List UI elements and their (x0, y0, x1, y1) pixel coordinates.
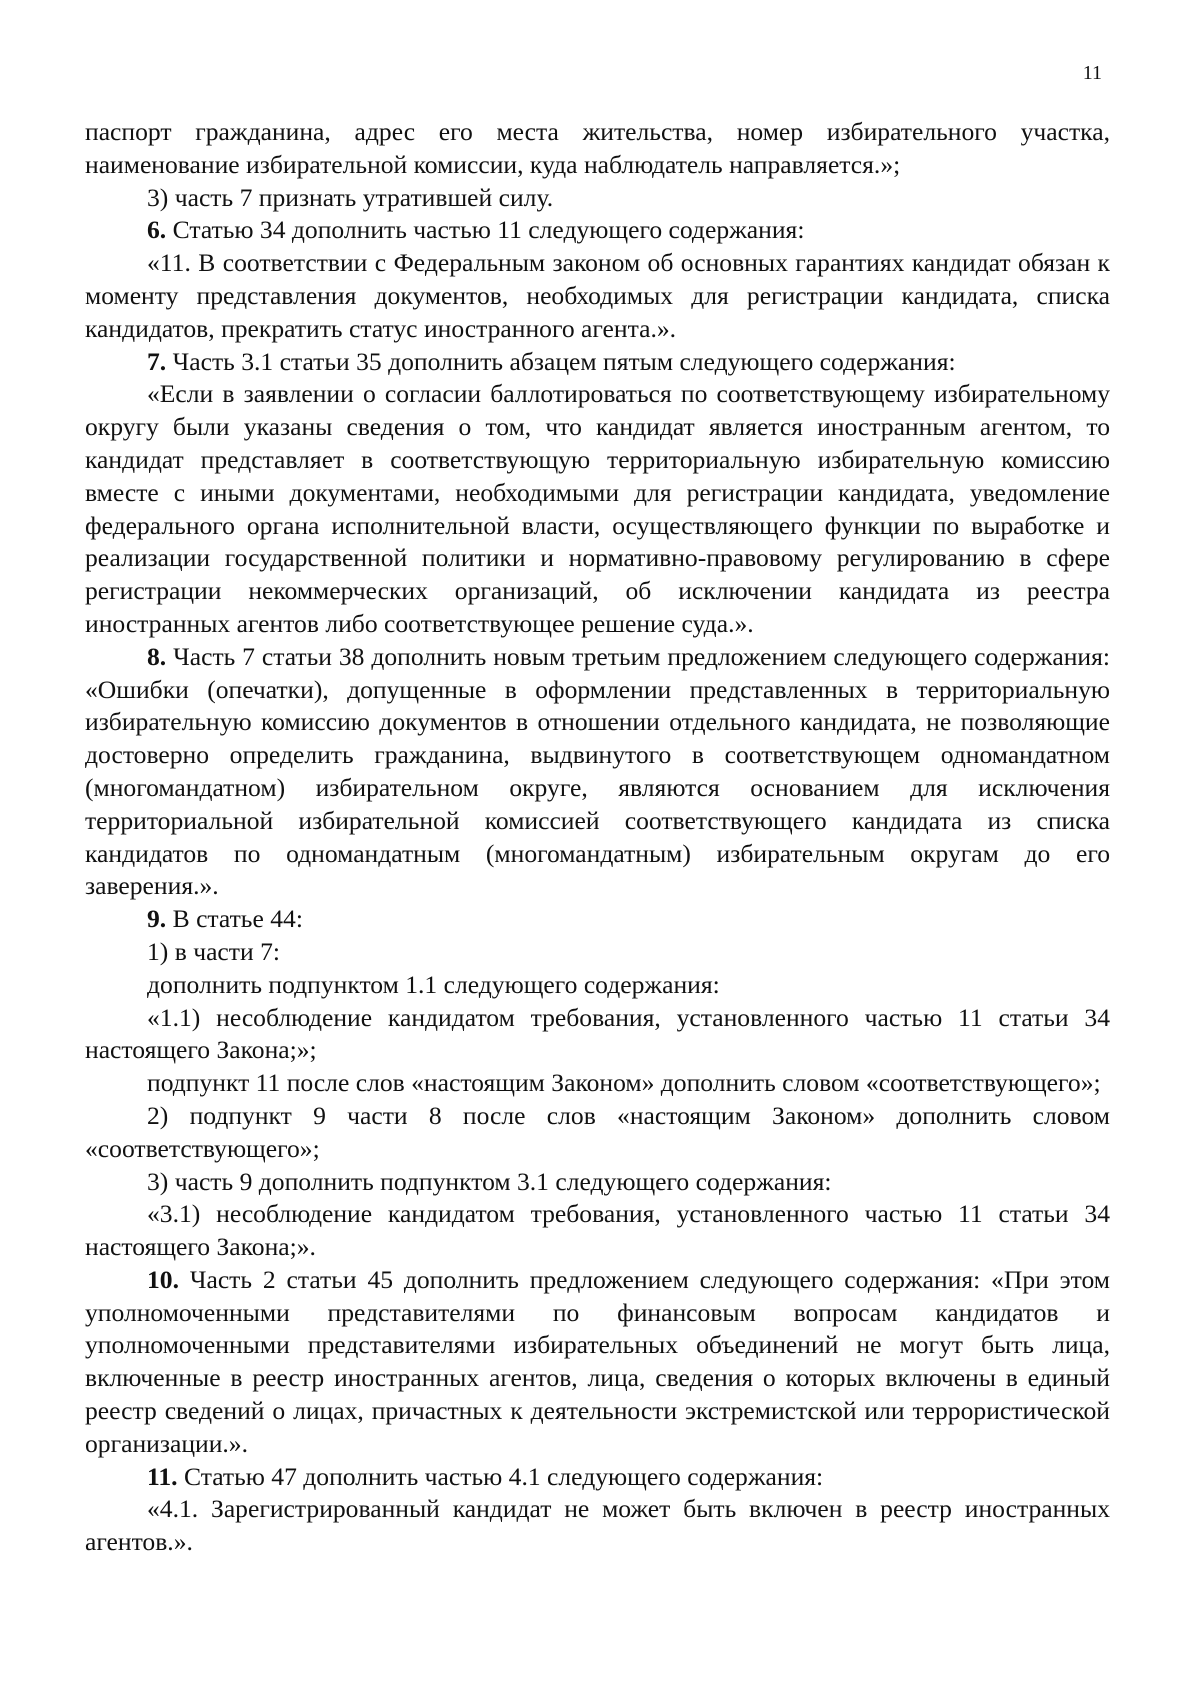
paragraph-11 (85, 1002, 1110, 1068)
paragraph-text: В статье 44: (166, 904, 303, 934)
paragraph-text: дополнить подпунктом 1.1 следующего содержания: (147, 969, 720, 999)
paragraph-2 (85, 182, 1110, 215)
paragraph-5 (85, 346, 1110, 379)
item-number: 6. (147, 215, 167, 245)
item-number: 9. (147, 904, 167, 934)
paragraph-text: Часть 2 статьи 45 дополнить предложением следующего содержания: «При этом уполномоченными представителями по финансовым вопросам кандидатов и уполномоченными представителями избирательных объединений не могут быть лица, включенные в реестр иностранных агентов, лица, сведения о которых включены в единый реестр сведений о лицах, причастных к деятельности экстремистской или террористической организации.». (85, 1264, 1110, 1458)
paragraph-text: 2) подпункт 9 части 8 после слов «настоящим Законом» дополнить словом «соответствующего»; (85, 1100, 1110, 1163)
paragraph-text: 3) часть 7 признать утратившей силу. (147, 182, 554, 212)
paragraph-10 (85, 969, 1110, 1002)
paragraph-17 (85, 1461, 1110, 1494)
paragraph-text: подпункт 11 после слов «настоящим Законом» дополнить словом «соответствующего»; (147, 1068, 1101, 1098)
paragraph-text: Часть 7 статьи 38 дополнить новым третьим предложением следующего содержания: «Ошибки (опечатки), допущенные в оформлении представленных в территориальную избирательную комиссию документов в отношении отдельного кандидата, не позволяющие достоверно определить гражданина, выдвинутого в соответствующем одномандатном (многомандатном) избирательном округе, являются основанием для исключения территориальной избирательной комиссией соответствующего кандидата из списка кандидатов по одномандатным (многомандатным) избирательным округам до его заверения.». (85, 641, 1110, 901)
item-number: 7. (147, 346, 167, 376)
paragraph-9 (85, 936, 1110, 969)
paragraph-text: Статью 34 дополнить частью 11 следующего содержания: (166, 215, 805, 245)
paragraph-1 (85, 116, 1110, 182)
item-number: 11. (147, 1461, 178, 1491)
paragraph-text: Статью 47 дополнить частью 4.1 следующего содержания: (177, 1461, 824, 1491)
paragraph-text: «11. В соответствии с Федеральным законом об основных гарантиях кандидат обязан к моменту представления документов, необходимых для регистрации кандидата, списка кандидатов, прекратить статус иностранного агента.». (85, 248, 1110, 343)
paragraph-16 (85, 1264, 1110, 1461)
paragraph-3 (85, 214, 1110, 247)
paragraph-text: «3.1) несоблюдение кандидатом требования, установленного частью 11 статьи 34 настоящего Закона;». (85, 1199, 1110, 1262)
paragraph-8 (85, 903, 1110, 936)
paragraph-13 (85, 1100, 1110, 1166)
item-number: 10. (147, 1264, 179, 1294)
page-number: 11 (1082, 62, 1102, 84)
paragraph-text: Часть 3.1 статьи 35 дополнить абзацем пятым следующего содержания: (166, 346, 956, 376)
paragraph-text: «Если в заявлении о согласии баллотироваться по соответствующему избирательному округу были указаны сведения о том, что кандидат является иностранным агентом, то кандидат представляет в соответствующую территориальную избирательную комиссию вместе с иными документами, необходимыми для регистрации кандидата, уведомление федерального органа исполнительной власти, осуществляющего функции по выработке и реализации государственной политики и нормативно-правовому регулированию в сфере регистрации некоммерческих организаций, об исключении кандидата из реестра иностранных агентов либо соответствующее решение суда.». (85, 379, 1110, 638)
paragraph-text: «4.1. Зарегистрированный кандидат не может быть включен в реестр иностранных агентов.». (85, 1494, 1110, 1557)
paragraph-7 (85, 641, 1110, 903)
paragraph-18 (85, 1493, 1110, 1559)
paragraph-text: 1) в части 7: (147, 936, 280, 966)
paragraph-6 (85, 378, 1110, 640)
document-body (85, 116, 1110, 1559)
paragraph-text: паспорт гражданина, адрес его места жительства, номер избирательного участка, наименование избирательной комиссии, куда наблюдатель направляется.»; (85, 117, 1110, 179)
paragraph-text: «1.1) несоблюдение кандидатом требования, установленного частью 11 статьи 34 настоящего Закона;»; (85, 1002, 1110, 1065)
paragraph-14 (85, 1166, 1110, 1199)
item-number: 8. (147, 641, 167, 671)
paragraph-12 (85, 1067, 1110, 1100)
paragraph-text: 3) часть 9 дополнить подпунктом 3.1 следующего содержания: (147, 1166, 832, 1196)
paragraph-4 (85, 247, 1110, 345)
paragraph-15 (85, 1198, 1110, 1264)
